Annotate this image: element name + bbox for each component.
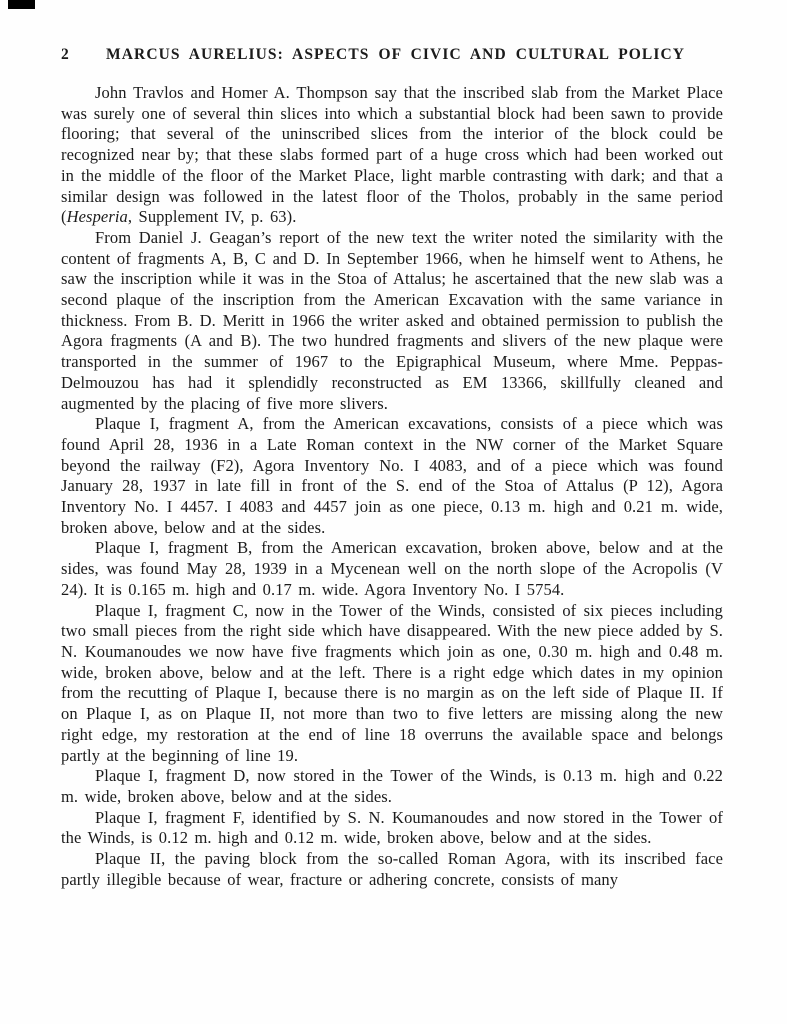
paragraph-7: Plaque I, fragment F, identified by S. N. Koumanoudes and now stored in the Tower of the Winds, is 0.12 m. high and 0.12 m. wide, broken above, below and at the sides. xyxy=(61,807,723,848)
running-title: MARCUS AURELIUS: ASPECTS OF CIVIC AND CULTURAL POLICY xyxy=(106,46,686,63)
paragraph-8: Plaque II, the paving block from the so-called Roman Agora, with its inscribed face partly illegible because of wear, fracture or adhering concrete, consists of many xyxy=(61,849,723,889)
scan-artifact-mark xyxy=(8,0,35,9)
paragraph-1-text-end: , Supplement IV, p. 63). xyxy=(127,207,297,227)
paragraph-4: Plaque I, fragment B, from the American excavation, broken above, below and at the sides, was found May 28, 1939 in a Mycenean well on the north slope of the Acropolis (V 24). It is 0.165 m. high and 0.17 m. wide. Agora Inventory No. I 5754. xyxy=(61,538,723,599)
paragraph-5: Plaque I, fragment C, now in the Tower of the Winds, consisted of six pieces including two small pieces from the right side which have disappeared. With the new piece added by S. N. Koumanoudes we now have five fragments which join as one, 0.30 m. high and 0.48 m. wide, broken above, below and at the left. There is a right edge which dates in my opinion from the recutting of Plaque I, because there is no margin as on the left side of Plaque II. If on Plaque I, as on Plaque II, not more than two to five letters are missing along the new right edge, my restoration at the end of line 18 overruns the available space and belongs partly at the beginning of line 19. xyxy=(61,600,723,765)
paragraph-1-italic-hesperia: Hesperia xyxy=(66,207,128,227)
paragraph-6: Plaque I, fragment D, now stored in the Tower of the Winds, is 0.13 m. high and 0.22 m. wide, broken above, below and at the sides. xyxy=(61,766,723,806)
paragraph-1 xyxy=(61,83,723,228)
running-header xyxy=(61,46,723,64)
paragraph-2: From Daniel J. Geagan’s report of the new text the writer noted the similarity with the content of fragments A, B, C and D. In September 1966, when he himself went to Athens, he saw the inscription while it was in the Stoa of Attalus; he ascertained that the new slab was a second plaque of the inscription from the American Excavation with the same variance in thickness. From B. D. Meritt in 1966 the writer asked and obtained permission to publish the Agora fragments (A and B). The two hundred fragments and slivers of the new plaque were transported in the summer of 1967 to the Epigraphical Museum, where Mme. Peppas-Delmouzou has had it splendidly reconstructed as EM 13366, skillfully cleaned and augmented by the placing of five more slivers. xyxy=(61,227,723,413)
page-number: 2 xyxy=(61,46,69,63)
paragraph-1-text: John Travlos and Homer A. Thompson say that the inscribed slab from the Market Place was surely one of several thin slices into which a substantial block had been sawn to provide flooring; that several of the uninscribed slices from the interior of the block could be recognized near by; that these slabs formed part of a huge cross which had been worked out in the middle of the floor of the Market Place, light marble contrasting with dark; and that a similar design was followed in the latest floor of the Tholos, probably in the same period ( xyxy=(61,83,723,227)
page-body xyxy=(61,83,723,890)
paragraph-3: Plaque I, fragment A, from the American excavations, consists of a piece which was found April 28, 1936 in a Late Roman context in the NW corner of the Market Square beyond the railway (F2), Agora Inventory No. I 4083, and of a piece which was found January 28, 1937 in late fill in front of the S. end of the Stoa of Attalus (P 12), Agora Inventory No. I 4457. I 4083 and 4457 join as one piece, 0.13 m. high and 0.21 m. wide, broken above, below and at the sides. xyxy=(61,414,723,537)
